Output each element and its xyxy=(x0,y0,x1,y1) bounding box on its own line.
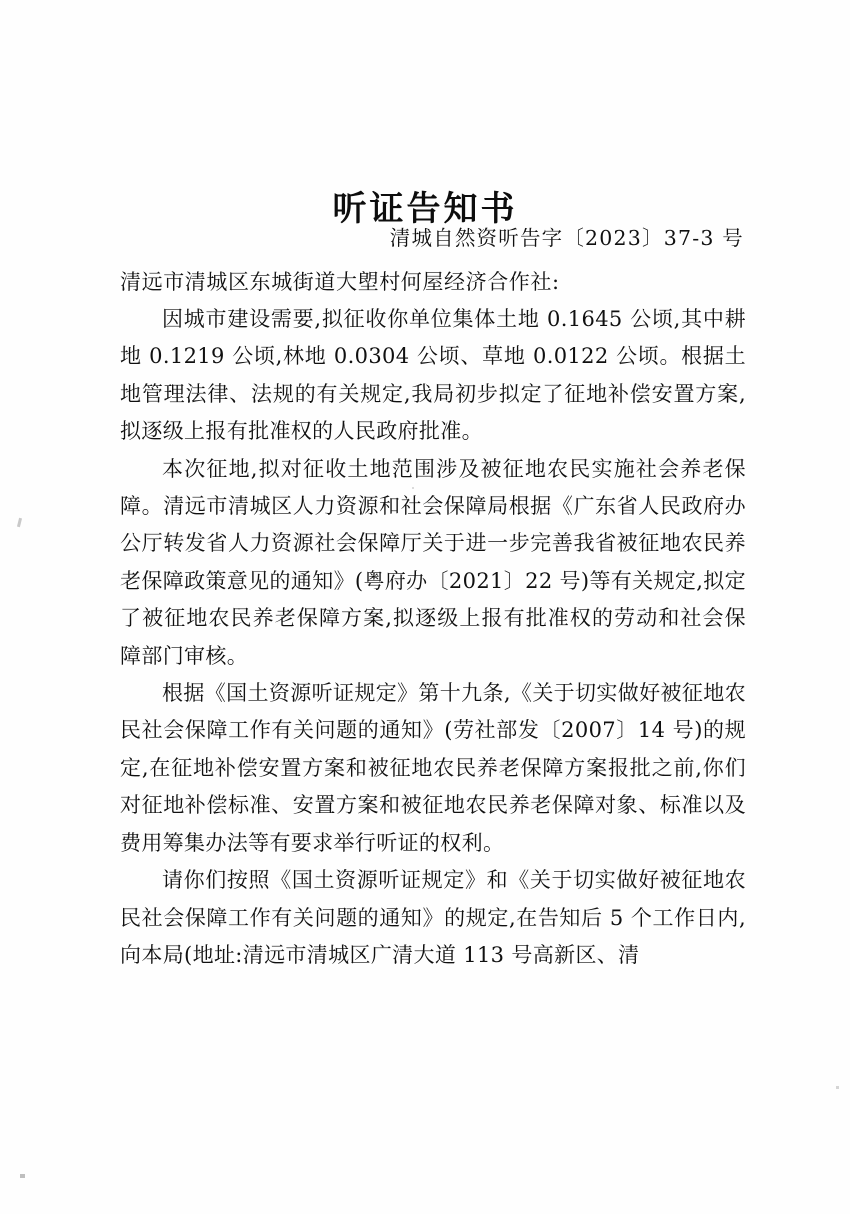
paragraph-land-acquisition: 因城市建设需要,拟征收你单位集体土地 0.1645 公顷,其中耕地 0.1219 公顷,林地 0.0304 公顷、草地 0.0122 公顷。根据土地管理法律、法规的有关规定,我局初步拟定了征地补偿安置方案,拟逐级上报有批准权的人民政府批准。 xyxy=(120,307,746,444)
page-title: 听证告知书 xyxy=(332,188,518,229)
paragraph-hearing-rights: 根据《国土资源听证规定》第十九条,《关于切实做好被征地农民社会保障工作有关问题的通知》(劳社部发〔2007〕14 号)的规定,在征地补偿安置方案和被征地农民养老保障方案报批之前,你们对征地补偿标准、安置方案和被征地农民养老保障对象、标准以及费用筹集办法等有要求举行听证的权利。 xyxy=(120,681,746,855)
document-number: 清城自然资听告字〔2023〕37-3 号 xyxy=(389,226,744,250)
scan-speck xyxy=(836,1086,839,1089)
addressee-line: 清远市清城区东城街道大塱村何屋经济合作社: xyxy=(120,270,560,294)
scan-speck xyxy=(17,518,22,527)
paragraph-application-instructions: 请你们按照《国土资源听证规定》和《关于切实做好被征地农民社会保障工作有关问题的通知》的规定,在告知后 5 个工作日内,向本局(地址:清远市清城区广清大道 113 号高新区、清 xyxy=(120,868,746,967)
scan-speck xyxy=(20,1174,25,1178)
document-body xyxy=(120,272,746,974)
paragraph-pension-security: 本次征地,拟对征收土地范围涉及被征地农民实施社会养老保障。清远市清城区人力资源和社会保障局根据《广东省人民政府办公厅转发省人力资源社会保障厅关于进一步完善我省被征地农民养老保障政策意见的通知》(粤府办〔2021〕22 号)等有关规定,拟定了被征地农民养老保障方案,拟逐级上报有批准权的劳动和社会保障部门审核。 xyxy=(120,456,746,668)
